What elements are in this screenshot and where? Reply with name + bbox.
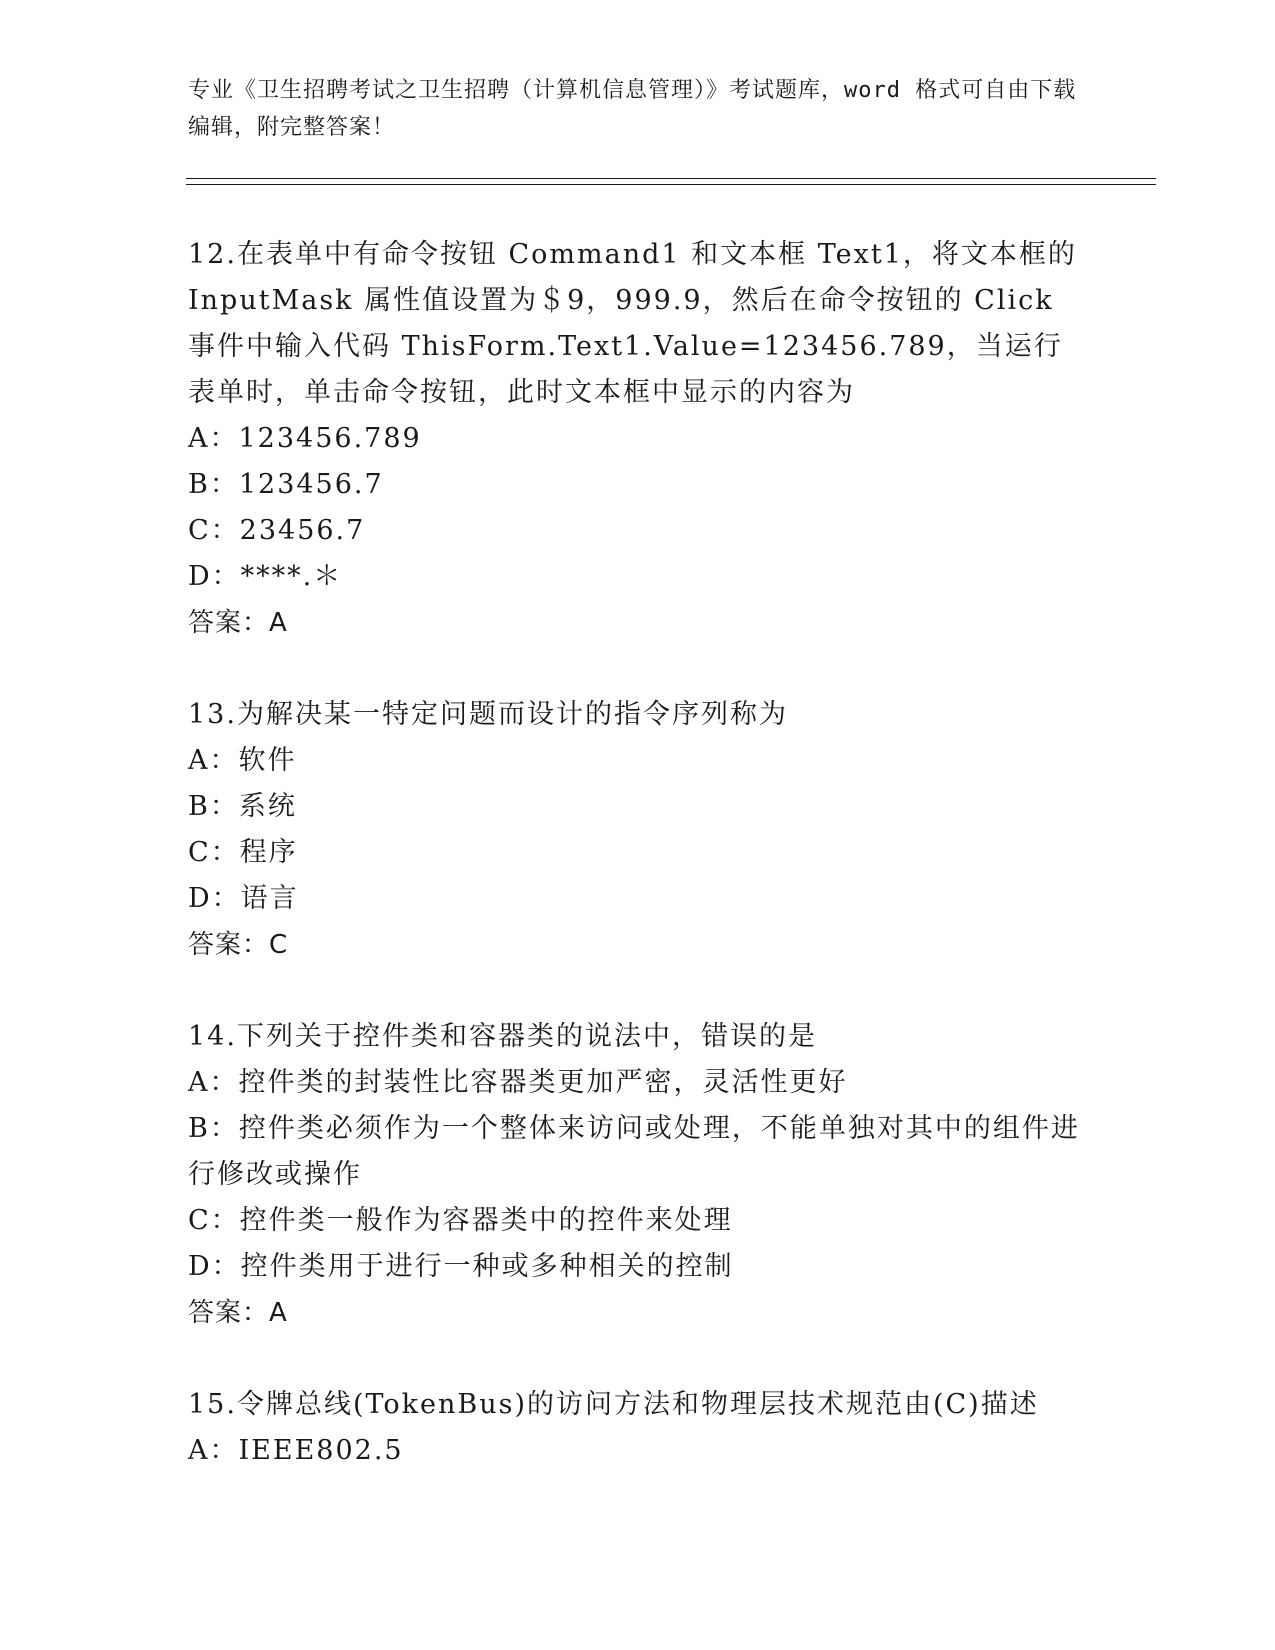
- header-divider-bottom: [186, 184, 1156, 185]
- option-c: C：程序: [188, 837, 298, 868]
- question-15: [188, 1382, 1088, 1474]
- header-divider-top: [186, 178, 1156, 179]
- question-14: [188, 1014, 1088, 1336]
- option-a: A：IEEE802.5: [188, 1435, 404, 1466]
- option-b: B：控件类必须作为一个整体来访问或处理，不能单独对其中的组件进行修改或操作: [188, 1113, 1080, 1190]
- document-header: 专业《卫生招聘考试之卫生招聘（计算机信息管理）》考试题库，word 格式可自由下载编辑，附完整答案！: [188, 78, 1077, 140]
- option-a: A：软件: [188, 745, 297, 776]
- option-d: D：语言: [188, 883, 299, 914]
- answer-line: 答案：C: [188, 930, 289, 960]
- option-c: C：23456.7: [188, 515, 366, 546]
- answer-line: 答案：A: [188, 608, 288, 638]
- question-stem: 14.下列关于控件类和容器类的说法中，错误的是: [188, 1021, 817, 1052]
- question-13: [188, 692, 1088, 968]
- option-b: B：123456.7: [188, 469, 384, 500]
- option-c: C：控件类一般作为容器类中的控件来处理: [188, 1205, 733, 1236]
- question-stem: 13.为解决某一特定问题而设计的指令序列称为: [188, 699, 788, 730]
- option-a: A：123456.789: [188, 423, 422, 454]
- question-stem: 15.令牌总线(TokenBus)的访问方法和物理层技术规范由(C)描述: [188, 1389, 1039, 1420]
- option-a: A：控件类的封装性比容器类更加严密，灵活性更好: [188, 1067, 848, 1098]
- option-b: B：系统: [188, 791, 297, 822]
- question-stem: 12.在表单中有命令按钮 Command1 和文本框 Text1，将文本框的 InputMask 属性值设置为＄9，999.9，然后在命令按钮的 Click 事件中输入代码 ThisForm.Text1.Value=123456.789，当运行表单时，单击命令按钮，此时文本框中显示的内容为: [188, 239, 1077, 408]
- option-d: D：****.＊: [188, 561, 343, 592]
- question-12: [188, 232, 1088, 646]
- answer-line: 答案：A: [188, 1298, 288, 1328]
- option-d: D：控件类用于进行一种或多种相关的控制: [188, 1251, 734, 1282]
- question-list: [188, 232, 1088, 1520]
